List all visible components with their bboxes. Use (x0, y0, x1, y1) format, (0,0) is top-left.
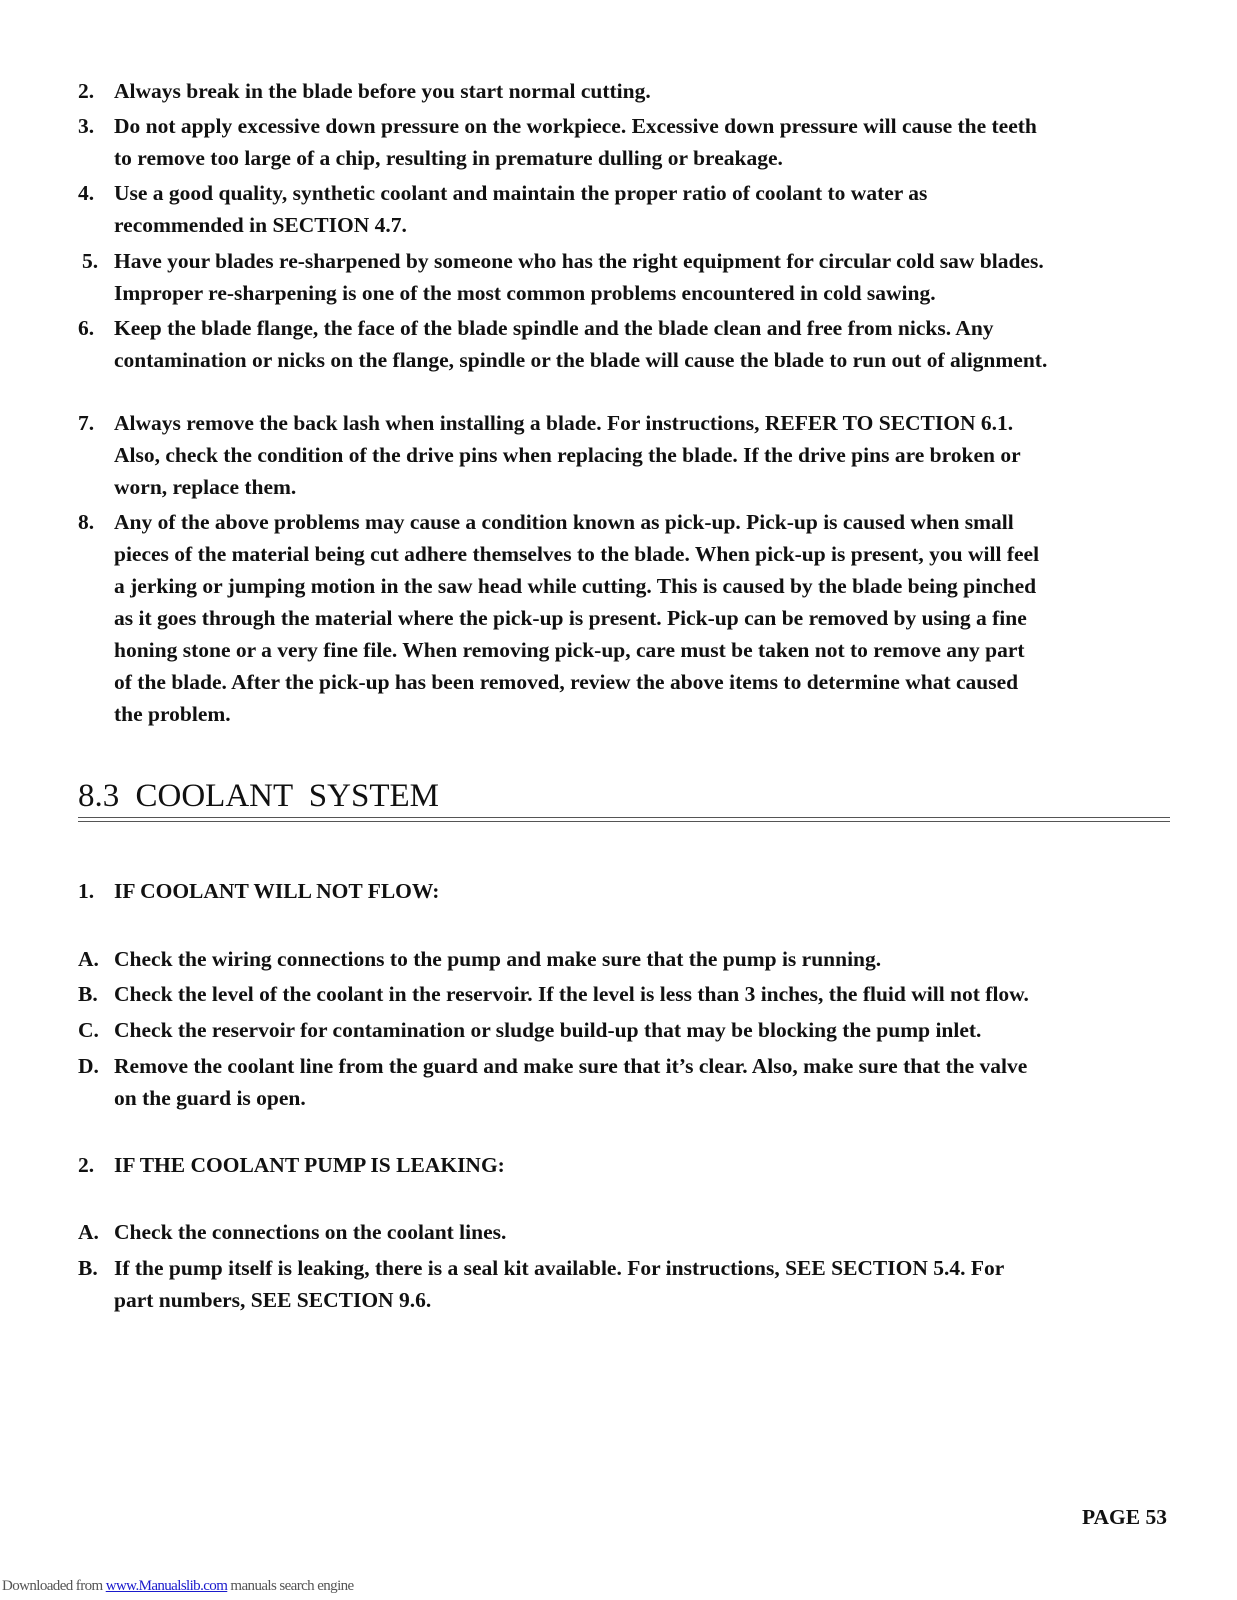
subsection-title-text: IF THE COOLANT PUMP IS LEAKING: (114, 1153, 505, 1177)
item-text: Have your blades re-sharpened by someone who has the right equipment for circular cold saw blades. Improper re-sharpening is one of the most common problems encountered in cold sawing. (114, 249, 1044, 305)
list-item (78, 1252, 1173, 1316)
item-text: Remove the coolant line from the guard and make sure that it’s clear. Also, make sure that the valve on the guard is open. (114, 1054, 1028, 1110)
item-number: 5. (82, 249, 99, 273)
list-item (78, 1014, 1173, 1046)
item-text: Check the reservoir for contamination or sludge build-up that may be blocking the pump inlet. (114, 1018, 982, 1042)
list-item (78, 312, 1173, 376)
item-text: Use a good quality, synthetic coolant and maintain the proper ratio of coolant to water as recommended in SECTION 4.7. (114, 181, 928, 237)
item-number: 2. (78, 79, 95, 103)
item-text: Keep the blade flange, the face of the blade spindle and the blade clean and free from nicks. Any contamination or nicks on the flange, spindle or the blade will cause the blade to run out of alignment. (114, 316, 1048, 372)
footer-prefix: Downloaded from (2, 1578, 106, 1594)
list-item (78, 1216, 1173, 1248)
item-text: Check the level of the coolant in the reservoir. If the level is less than 3 inches, the fluid will not flow. (114, 982, 1029, 1006)
heading-rule-top (78, 817, 1170, 818)
item-letter: B. (78, 1256, 98, 1280)
item-text: Any of the above problems may cause a condition known as pick-up. Pick-up is caused when small pieces of the material being cut adhere themselves to the blade. When pick-up is present, you will feel a jerking or jumping motion in the saw head while cutting. This is caused by the blade being pinched as it goes through the material where the pick-up is present. Pick-up can be removed by using a fine honing stone or a very fine file. When removing pick-up, care must be taken not to remove any part of the blade. After the pick-up has been removed, review the above items to determine what caused the problem. (114, 510, 1040, 726)
item-letter: D. (78, 1054, 99, 1078)
list-item (78, 978, 1173, 1010)
item-text: If the pump itself is leaking, there is a seal kit available. For instructions, SEE SECTION 5.4. For part numbers, SEE SECTION 9.6. (114, 1256, 1005, 1312)
section-heading: 8.3 COOLANT SYSTEM (78, 778, 440, 814)
item-text: Always break in the blade before you start normal cutting. (114, 79, 651, 103)
item-number: 4. (78, 181, 95, 205)
item-text: Do not apply excessive down pressure on the workpiece. Excessive down pressure will cause the teeth to remove too large of a chip, resulting in premature dulling or breakage. (114, 114, 1037, 170)
item-number: 8. (78, 510, 95, 534)
item-number: 3. (78, 114, 95, 138)
subsection-number: 2. (78, 1153, 95, 1177)
list-item (78, 1050, 1173, 1114)
item-letter: B. (78, 982, 98, 1006)
subsection-number: 1. (78, 879, 95, 903)
item-letter: C. (78, 1018, 99, 1042)
subsection-title (78, 1149, 1173, 1181)
list-item (78, 177, 1173, 241)
subsection-title-text: IF COOLANT WILL NOT FLOW: (114, 879, 440, 903)
page-number: PAGE 53 (1081, 1505, 1167, 1529)
list-item (78, 245, 1173, 309)
list-item (78, 506, 1173, 730)
item-number: 7. (78, 411, 95, 435)
item-letter: A. (78, 947, 99, 971)
list-item (78, 943, 1173, 975)
item-text: Check the connections on the coolant lines. (114, 1220, 507, 1244)
item-text: Always remove the back lash when installing a blade. For instructions, REFER TO SECTION 6.1. Also, check the condition of the drive pins when replacing the blade. If the drive pins are broken or worn, replace them. (114, 411, 1021, 499)
item-number: 6. (78, 316, 95, 340)
item-text: Check the wiring connections to the pump and make sure that the pump is running. (114, 947, 882, 971)
list-item (78, 407, 1173, 503)
download-footer (2, 1578, 354, 1595)
list-item (78, 110, 1173, 174)
footer-suffix: manuals search engine (227, 1578, 354, 1594)
list-item (78, 75, 1173, 107)
manualslib-link[interactable]: www.Manualslib.com (105, 1578, 228, 1594)
item-letter: A. (78, 1220, 99, 1244)
subsection-title (78, 875, 1173, 907)
heading-rule-bottom (78, 821, 1170, 822)
